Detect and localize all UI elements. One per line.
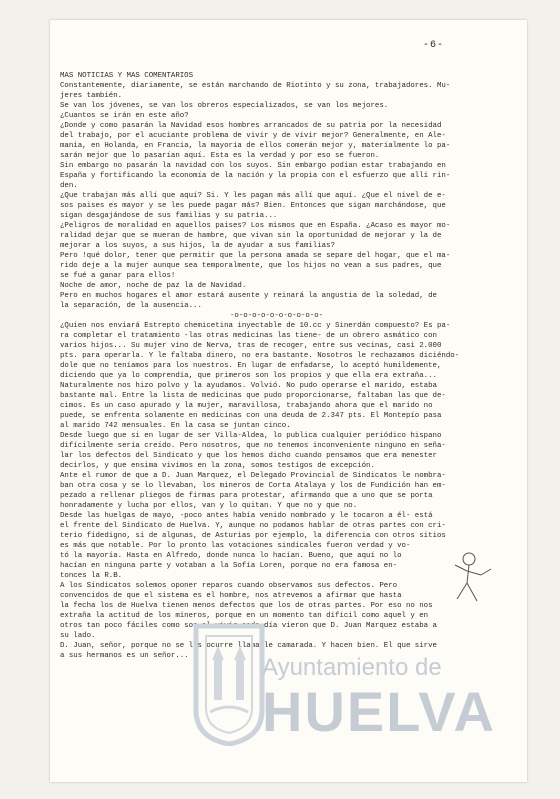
text-line: A los Sindicatos solemos oponer reparos cuando observamos sus defectos. Pero [60, 582, 398, 590]
text-line: Noche de amor, noche de paz la de Navidad. [60, 282, 247, 290]
text-line: diciendo que ya lo comprendía, que primeros son los propios y que ella era extraña... [60, 372, 437, 380]
watermark-line1: Ayuntamiento de [262, 654, 442, 681]
text-line: honradamente y lucha por ellos, van y lo quitan. Y que no y que no. [60, 502, 358, 510]
text-line: bastante mal. Entre la lista de medicinas que pudo proporcionarse, faltaban las que de- [60, 392, 446, 400]
text-line: hacían en ninguna parte y votaban a la Sofía Loren, porque no era famosa en- [60, 562, 398, 570]
text-line: cimos. Es un caso apurado y la mujer, maravillosa, trabajando ahora que el marido no [60, 402, 433, 410]
text-line: sarán mejor que lo pasarían aquí. Esta es la verdad y por eso se fueron. [60, 152, 380, 160]
page-number: -6- [423, 40, 445, 51]
text-line: ¿Que trabajan más allí que aquí? Si. Y les pagan más allí que aquí. ¿Que el nivel de e- [60, 192, 446, 200]
text-line: D. Juan, señor, porque no se les ocurre llamarle camarada. Y hacen bien. El que sirve [60, 642, 437, 650]
text-line: al marido 742 mensuales. En la casa se juntan cinco. [60, 422, 291, 430]
text-line: extraña la actitud de los mineros, porque en un momento tan difícil como aquel y en [60, 612, 429, 620]
text-line: España y fortificando la economía de la nación y la propia con el esfuerzo que allí rin- [60, 172, 451, 180]
watermark-line2: HUELVA [262, 680, 496, 743]
text-line: Pero en muchos hogares el amor estará ausente y reinará la angustia de la soledad, de [60, 292, 437, 300]
text-line: ra completar el tratamiento -las otras medicinas las tiene- de un obrero asmático con [60, 332, 437, 340]
text-line: es más que notable. Por lo pronto las votaciones sindicales fueron verdad y vo- [60, 542, 411, 550]
text-line: Naturalmente nos hizo polvo y la ayudamos. Volvió. No pudo operarse el marido, estaba [60, 382, 437, 390]
text-line: lar los defectos del Sindicato y que los hemos dicho cuando pensamos que era menester [60, 452, 437, 460]
text-line: ¿Quien nos enviará Estrepto chemicetina inyectable de 10.cc y Sinerdán compuesto? Es pa- [60, 322, 451, 330]
text-line: mania, en Holanda, en Francia, la mayoría de ellos comerán mejor y, materialmente lo pa- [60, 142, 451, 150]
document-heading: MAS NOTICIAS Y MAS COMENTARIOS [60, 72, 194, 80]
text-line: se fué a ganar para ellos! [60, 272, 176, 280]
text-line: tó la mayoría. Hasta en Alfredo, donde nunca lo hacían. Bueno, que aquí no lo [60, 552, 402, 560]
text-line: sigan desgajándose de sus familias y su patria... [60, 212, 278, 220]
text-line: tonces la R.B. [60, 572, 123, 580]
margin-doodle-icon [447, 549, 495, 609]
text-line: -o-o-o-o-o-o-o-o-o-o- [230, 312, 324, 320]
text-line: sos paises es mayor y se les puede pagar más? Bien. Entonces que sigan marchándose, que [60, 202, 446, 210]
text-line: del trabajo, por el acuciante problema de vivir y de vivir mejor? Generalmente, en Ale- [60, 132, 446, 140]
text-line: difícilmente sería creído. Pero nosotros, que no tenemos inconveniente ninguno en seña- [60, 442, 446, 450]
text-line: Desde las huelgas de mayo, -poco antes había venido nombrado y le tocaron a él- está [60, 512, 433, 520]
text-line: la separación, de la ausencia... [60, 302, 202, 310]
text-line: decirlos, y que ensima vivimos en la zona, somos testigos de excepción. [60, 462, 375, 470]
text-line: Pero !qué dolor, tener que permitir que la persona amada se separe del hogar, que el ma- [60, 252, 451, 260]
text-line: la fecha los de Huelva tienen menos defectos que los de otras partes. Por eso no nos [60, 602, 433, 610]
text-line: varios hijos... Su mujer vino de Nerva, tras de recoger, entre sus vecinas, casi 2.000 [60, 342, 442, 350]
text-line: a sus hermanos es un señor... [60, 652, 189, 660]
text-line: Sin embargo no pasarán la navidad con los suyos. Sin embargo podían estar trabajando en [60, 162, 446, 170]
text-line: otros tan poco fáciles como son el vivir cada día vieron que D. Juan Marquez estaba a [60, 622, 437, 630]
text-line: rido deje a la mujer aunque sea temporalmente, que los hijos no vean a sus padres, que [60, 262, 442, 270]
text-line: Desde luego que si en lugar de ser Villa-Aldea, lo publica cualquier periódico hispano [60, 432, 442, 440]
text-line: ralidad dejar que se mueran de hambre, que vivan sin la oportunidad de mejorar y la de [60, 232, 442, 240]
text-line: jeres también. [60, 92, 123, 100]
text-line: puede, se enfrenta solamente en medicinas con una deuda de 2.347 pts. El Montepío pasa [60, 412, 442, 420]
text-line: Se van los jóvenes, se van los obreros especializados, se van los mejores. [60, 102, 389, 110]
text-line: dole que no teníamos para los nuestros. En lugar de enfadarse, lo aceptó humildemente, [60, 362, 442, 370]
text-line: mejorar a los suyos, a sus hijos, la de ayudar a sus familias? [60, 242, 335, 250]
huelva-seal-icon [190, 620, 268, 746]
text-line: terio fidedigno, sí de algunas, de Asturias por ejemplo, la diferencia con otros sitios [60, 532, 446, 540]
text-line: ban otra cosa y se lo llevaban, los mineros de Corta Atalaya y los de Fundición han em- [60, 482, 446, 490]
text-line: Ante el rumor de que a D. Juan Marquez, el Delegado Provincial de Sindicatos le nombra- [60, 472, 446, 480]
text-line: el frente del Sindicato de Huelva. Y, aunque no podamos hablar de otras partes con cri- [60, 522, 446, 530]
text-line: pts. para operarla. Y le faltaba dinero, no era bastante. Nosotros le rechazamos diciéndo- [60, 352, 460, 360]
text-line: pezado a rellenar pliegos de firmas para protestar, afirmando que a uno que se porta [60, 492, 433, 500]
text-line: convencidos de que el sistema es el hombre, nos atrevemos a afirmar que hasta [60, 592, 402, 600]
text-line: ¿Donde y como pasarán la Navidad esos hombres arrancados de su patria por la necesidad [60, 122, 442, 130]
text-line: ¿Peligros de moralidad en aquellos paises? Los mismos que en España. ¿Acaso es mayor mo- [60, 222, 451, 230]
text-line: su lado. [60, 632, 96, 640]
text-line: Constantemente, diariamente, se están marchando de Riotinto y su zona, trabajadores. Mu- [60, 82, 451, 90]
text-line: ¿Cuantos se irán en este año? [60, 112, 189, 120]
text-line: den. [60, 182, 78, 190]
